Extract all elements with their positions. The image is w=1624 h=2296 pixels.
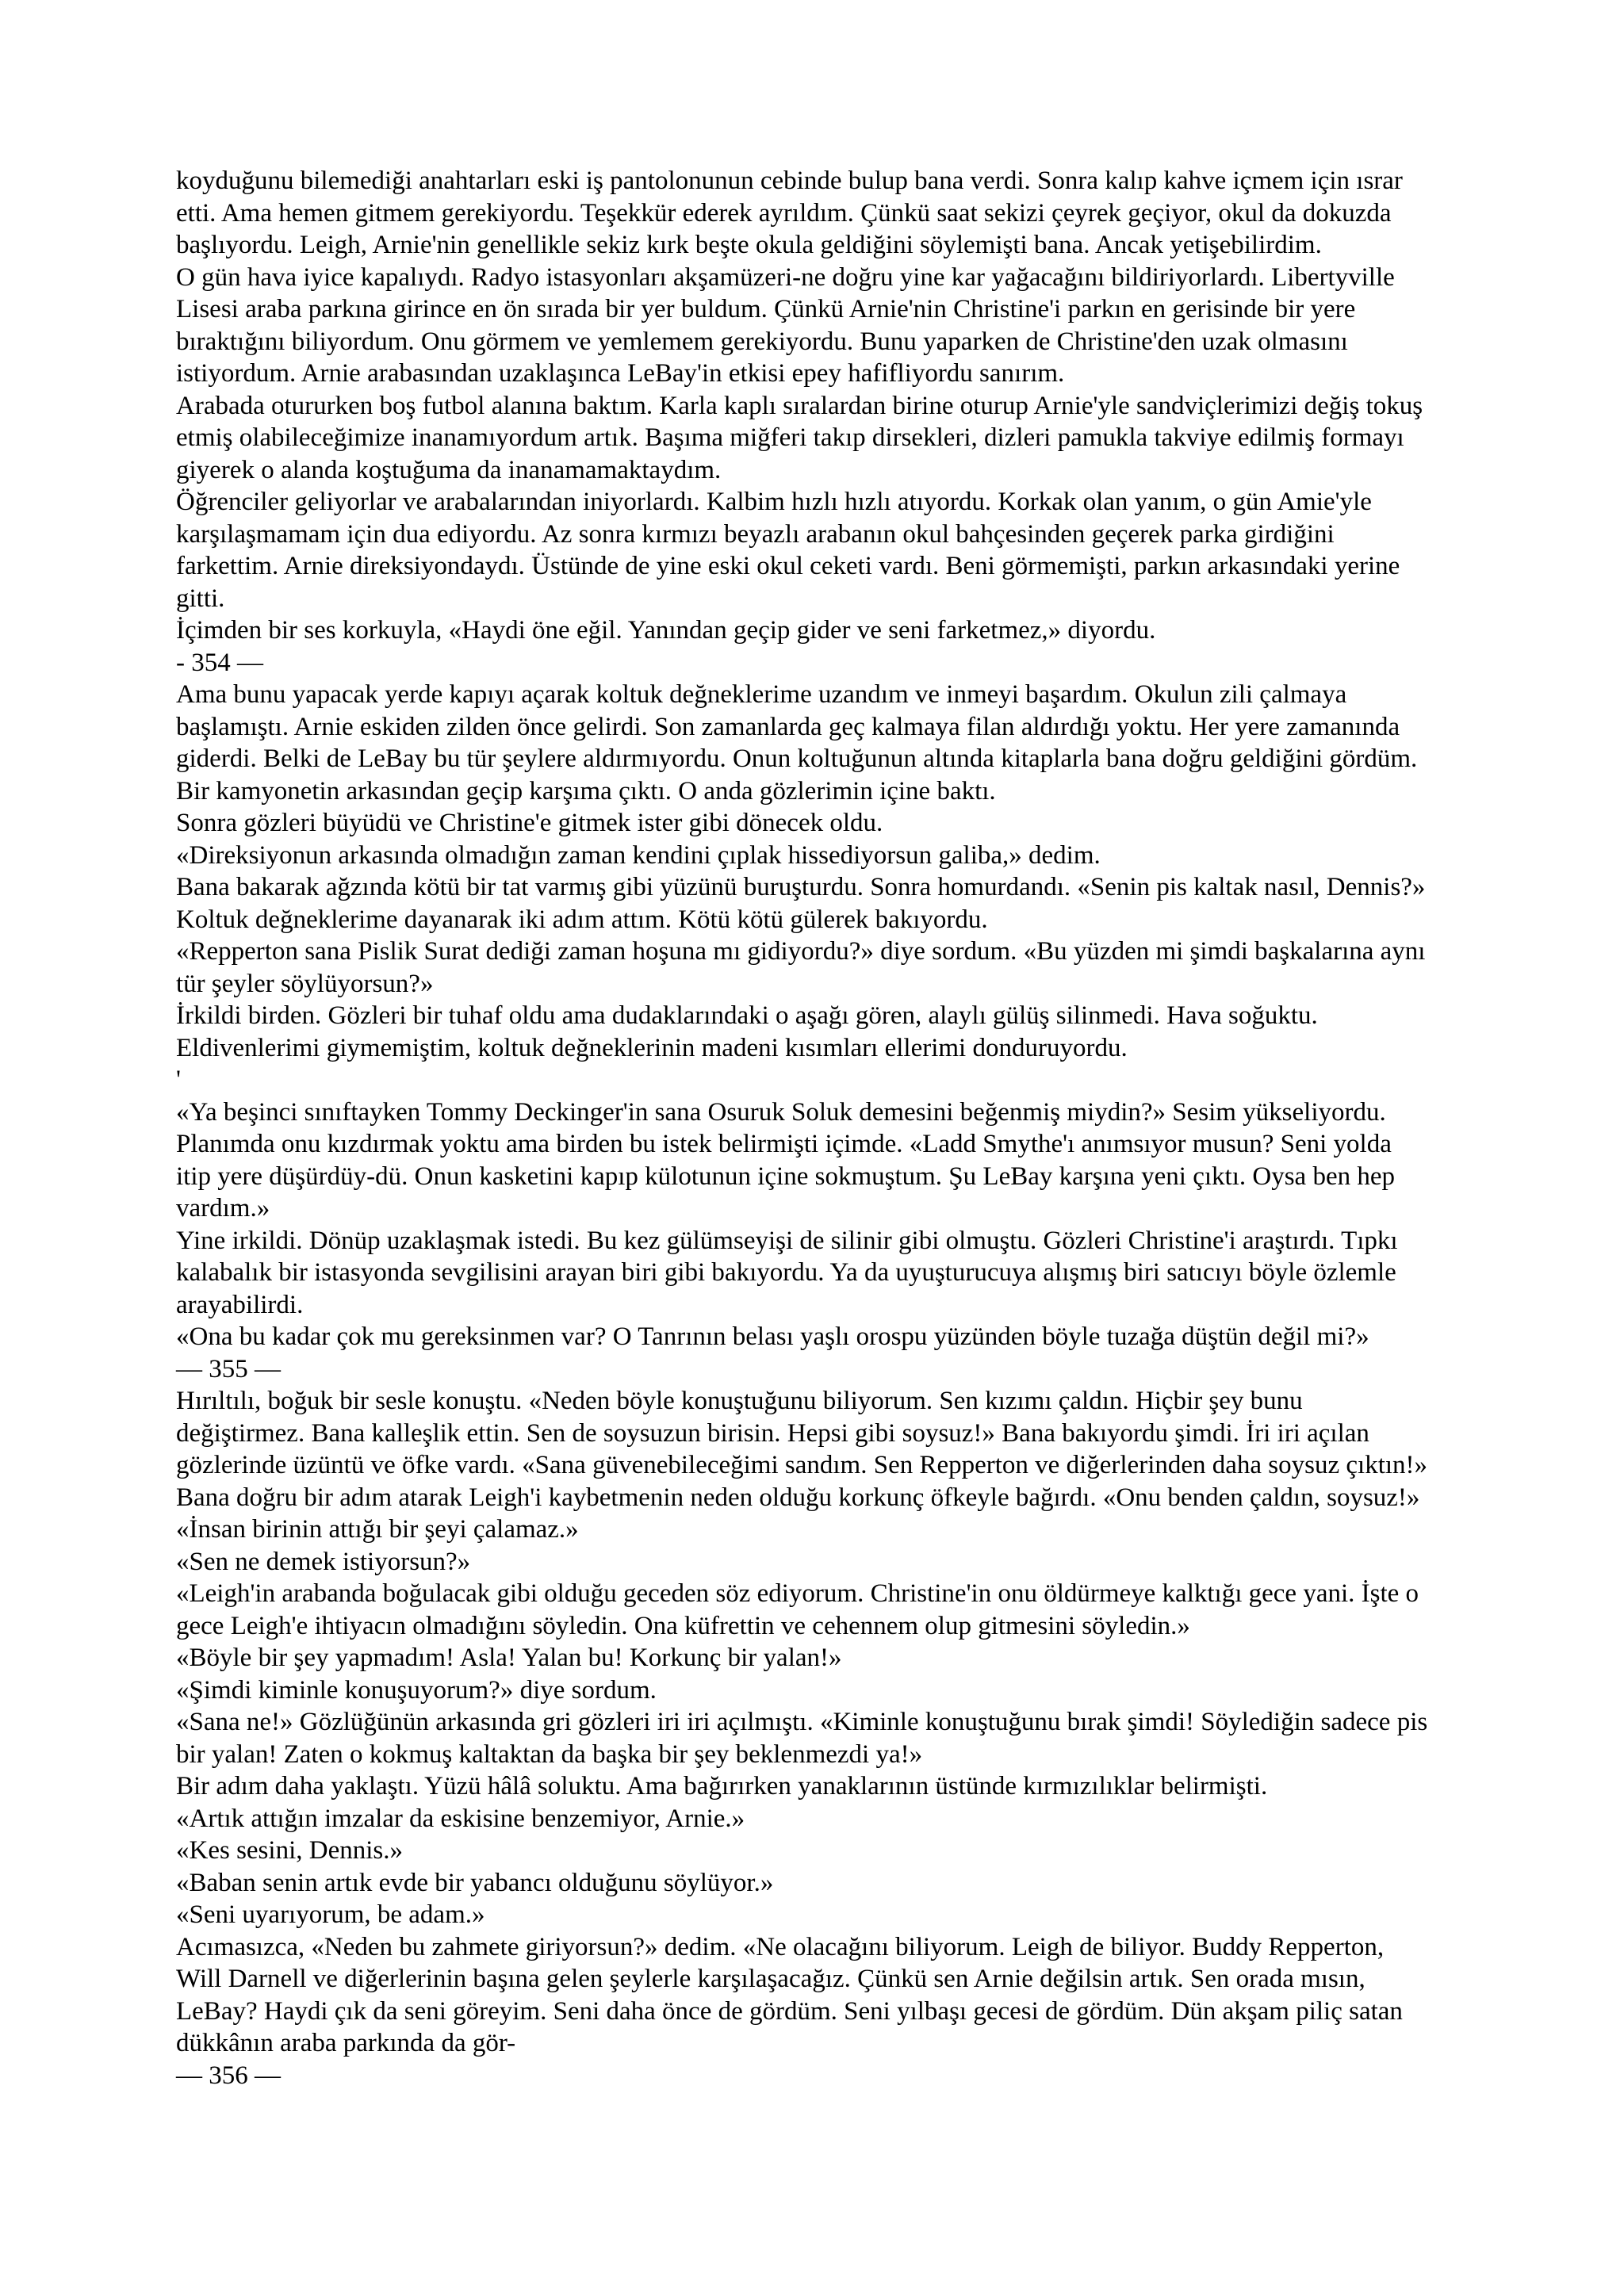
text-line: gitti. <box>176 584 225 613</box>
text-line: Ama bunu yapacak yerde kapıyı açarak koltuk değneklerime uzandım ve inmeyi başardım. Okulun zili çalmaya <box>176 680 1347 709</box>
text-line: koyduğunu bilemediği anahtarları eski iş pantolonunun cebinde bulup bana verdi. Sonra kalıp kahve içmem için ısrar <box>176 166 1403 195</box>
text-line: Arabada otururken boş futbol alanına baktım. Karla kaplı sıralardan birine oturup Arnie'yle sandviçlerimizi değiş tokuş <box>176 391 1423 420</box>
text-line: «Baban senin artık evde bir yabancı olduğunu söylüyor.» <box>176 1868 774 1897</box>
text-line: LeBay? Haydi çık da seni göreyim. Seni daha önce de gördüm. Seni yılbaşı gecesi de gördüm. Dün akşam piliç satan <box>176 1996 1403 2026</box>
text-line: değiştirmez. Bana kalleşlik ettin. Sen de soysuzun birisin. Hepsi gibi soysuz!» Bana bakıyordu şimdi. İri iri açılan <box>176 1418 1369 1448</box>
page-number: — 355 — <box>176 1354 281 1383</box>
text-line: Planımda onu kızdırmak yoktu ama birden bu istek belirmişti içimde. «Ladd Smythe'ı anımsıyor musun? Seni yolda <box>176 1130 1392 1158</box>
page-number: — 356 — <box>176 2061 281 2090</box>
text-line: «Böyle bir şey yapmadım! Asla! Yalan bu! Korkunç bir yalan!» <box>176 1644 842 1672</box>
text-line: «Sana ne!» Gözlüğünün arkasında gri gözleri iri iri açılmıştı. «Kiminle konuştuğunu bırak şimdi! Söylediğin sadece pis <box>176 1708 1428 1736</box>
text-line: ' <box>176 1066 181 1094</box>
text-line: «Ya beşinci sınıftayken Tommy Deckinger'in sana Osuruk Soluk demesini beğenmiş miydin?» Sesim yükseliyordu. <box>176 1097 1386 1127</box>
text-line: «Sen ne demek istiyorsun?» <box>176 1547 471 1576</box>
text-line: «Repperton sana Pislik Surat dediği zaman hoşuna mı gidiyordu?» diye sordum. «Bu yüzden mi şimdi başkalarına aynı <box>176 937 1426 966</box>
text-line: «İnsan birinin attığı bir şeyi çalamaz.» <box>176 1515 579 1544</box>
text-line: İrkildi birden. Gözleri bir tuhaf oldu ama dudaklarındaki o aşağı gören, alaylı gülüş silinmedi. Hava soğuktu. <box>176 1001 1318 1030</box>
text-line: kalabalık bir istasyonda sevgilisini arayan biri gibi bakıyordu. Ya da uyuşturucuya alışmış biri satıcıyı böyle özlemle <box>176 1258 1396 1287</box>
text-line: farkettim. Arnie direksiyondaydı. Üstünde de yine eski okul ceketi vardı. Beni görmemişti, parkın arkasındaki yerine <box>176 552 1400 580</box>
text-line: Will Darnell ve diğerlerinin başına gelen şeylerle karşılaşacağız. Çünkü sen Arnie değilsin artık. Sen orada mısın, <box>176 1965 1365 1993</box>
text-line: giyerek o alanda koştuğuma da inanamamaktaydım. <box>176 455 722 484</box>
text-line: Eldivenlerimi giymemiştim, koltuk değneklerinin madeni kısımları ellerimi donduruyordu. <box>176 1033 1128 1062</box>
text-line: Sonra gözleri büyüdü ve Christine'e gitmek ister gibi dönecek oldu. <box>176 809 883 837</box>
text-line: tür şeyler söylüyorsun?» <box>176 969 434 998</box>
text-line: Öğrenciler geliyorlar ve arabalarından iniyorlardı. Kalbim hızlı hızlı atıyordu. Korkak olan yanım, o gün Amie'yle <box>176 488 1372 516</box>
text-line: itip yere düşürdüy-dü. Onun kasketini kapıp külotunun içine sokmuştum. Şu LeBay karşına yeni çıktı. Oysa ben hep <box>176 1161 1395 1191</box>
text-line: İçimden bir ses korkuyla, «Haydi öne eğil. Yanından geçip gider ve seni farketmez,» diyordu. <box>176 616 1156 645</box>
text-line: Hırıltılı, boğuk bir sesle konuştu. «Neden böyle konuştuğunu biliyorum. Sen kızımı çaldın. Hiçbir şey bunu <box>176 1387 1303 1415</box>
text-line: Bana doğru bir adım atarak Leigh'i kaybetmenin neden olduğu korkunç öfkeyle bağırdı. «Onu benden çaldın, soysuz!» <box>176 1483 1420 1512</box>
text-line: istiyordum. Arnie arabasından uzaklaşınca LeBay'in etkisi epey hafifliyordu sanırım. <box>176 359 1065 388</box>
page-number: - 354 — <box>176 648 263 677</box>
text-line: «Direksiyonun arkasında olmadığın zaman kendini çıplak hissediyorsun galiba,» dedim. <box>176 840 1101 870</box>
text-line: Lisesi araba parkına girince en ön sırada bir yer buldum. Çünkü Arnie'nin Christine'i parkın en gerisinde bir yere <box>176 295 1356 323</box>
text-line: Koltuk değneklerime dayanarak iki adım attım. Kötü kötü gülerek bakıyordu. <box>176 905 988 934</box>
text-line: bıraktığını biliyordum. Onu görmem ve yemlemem gerekiyordu. Bunu yaparken de Christine'den uzak olmasını <box>176 327 1348 356</box>
text-line: gözlerinde üzüntü ve öfke vardı. «Sana güvenebileceğimi sandım. Sen Repperton ve diğerlerinden daha soysuz çıktın!» <box>176 1451 1428 1479</box>
text-line: Yine irkildi. Dönüp uzaklaşmak istedi. Bu kez gülümseyişi de silinir gibi olmuştu. Gözleri Christine'i araştırdı. Tıpkı <box>176 1226 1398 1255</box>
text-line: Bir kamyonetin arkasından geçip karşıma çıktı. O anda gözlerimin içine baktı. <box>176 776 996 806</box>
text-line: bir yalan! Zaten o kokmuş kaltaktan da başka bir şey beklenmezdi ya!» <box>176 1739 923 1769</box>
text-line: Bir adım daha yaklaştı. Yüzü hâlâ soluktu. Ama bağırırken yanaklarının üstünde kırmızılıklar belirmişti. <box>176 1772 1268 1800</box>
text-line: arayabilirdi. <box>176 1290 304 1319</box>
text-line: etti. Ama hemen gitmem gerekiyordu. Teşekkür ederek ayrıldım. Çünkü saat sekizi çeyrek geçiyor, okul da dokuzda <box>176 198 1392 228</box>
text-line: başlamıştı. Arnie eskiden zilden önce gelirdi. Son zamanlarda geç kalmaya filan aldırdığı yoktu. Her yere zamanında <box>176 712 1400 741</box>
text-line: Acımasızca, «Neden bu zahmete giriyorsun?» dedim. «Ne olacağını biliyorum. Leigh de biliyor. Buddy Repperton, <box>176 1932 1385 1961</box>
text-line: karşılaşmamam için dua ediyordu. Az sonra kırmızı beyazlı arabanın okul bahçesinden geçerek parka girdiğini <box>176 519 1335 549</box>
text-line: vardım.» <box>176 1194 270 1223</box>
book-page-text <box>176 165 1477 2091</box>
text-line: «Şimdi kiminle konuşuyorum?» diye sordum. <box>176 1675 657 1705</box>
text-line: «Artık attığın imzalar da eskisine benzemiyor, Arnie.» <box>176 1804 745 1833</box>
text-line: gece Leigh'e ihtiyacın olmadığını söyledin. Ona küfrettin ve cehennem olup gitmesini söyledin.» <box>176 1611 1190 1640</box>
text-line: «Ona bu kadar çok mu gereksinmen var? O Tanrının belası yaşlı orospu yüzünden böyle tuzağa düştün değil mi?» <box>176 1322 1369 1351</box>
text-line: O gün hava iyice kapalıydı. Radyo istasyonları akşamüzeri-ne doğru yine kar yağacağını bildiriyorlardı. Libertyville <box>176 262 1395 292</box>
text-line: Bana bakarak ağzında kötü bir tat varmış gibi yüzünü buruşturdu. Sonra homurdandı. «Senin pis kaltak nasıl, Dennis?» <box>176 873 1426 901</box>
text-line: «Seni uyarıyorum, be adam.» <box>176 1900 485 1929</box>
text-line: «Leigh'in arabanda boğulacak gibi olduğu geceden söz ediyorum. Christine'in onu öldürmeye kalktığı gece yani. İşte o <box>176 1579 1419 1608</box>
text-line: dükkânın araba parkında da gör- <box>176 2029 516 2057</box>
text-line: «Kes sesini, Dennis.» <box>176 1836 403 1865</box>
text-line: etmiş olabileceğimize inanamıyordum artık. Başıma miğferi takıp dirsekleri, dizleri pamukla takviye edilmiş formayı <box>176 423 1404 452</box>
text-line: giderdi. Belki de LeBay bu tür şeylere aldırmıyordu. Onun koltuğunun altında kitaplarla bana doğru geldiğini gördüm. <box>176 744 1418 773</box>
text-line: başlıyordu. Leigh, Arnie'nin genellikle sekiz kırk beşte okula geldiğini söylemişti bana. Ancak yetişebilirdim. <box>176 231 1322 259</box>
